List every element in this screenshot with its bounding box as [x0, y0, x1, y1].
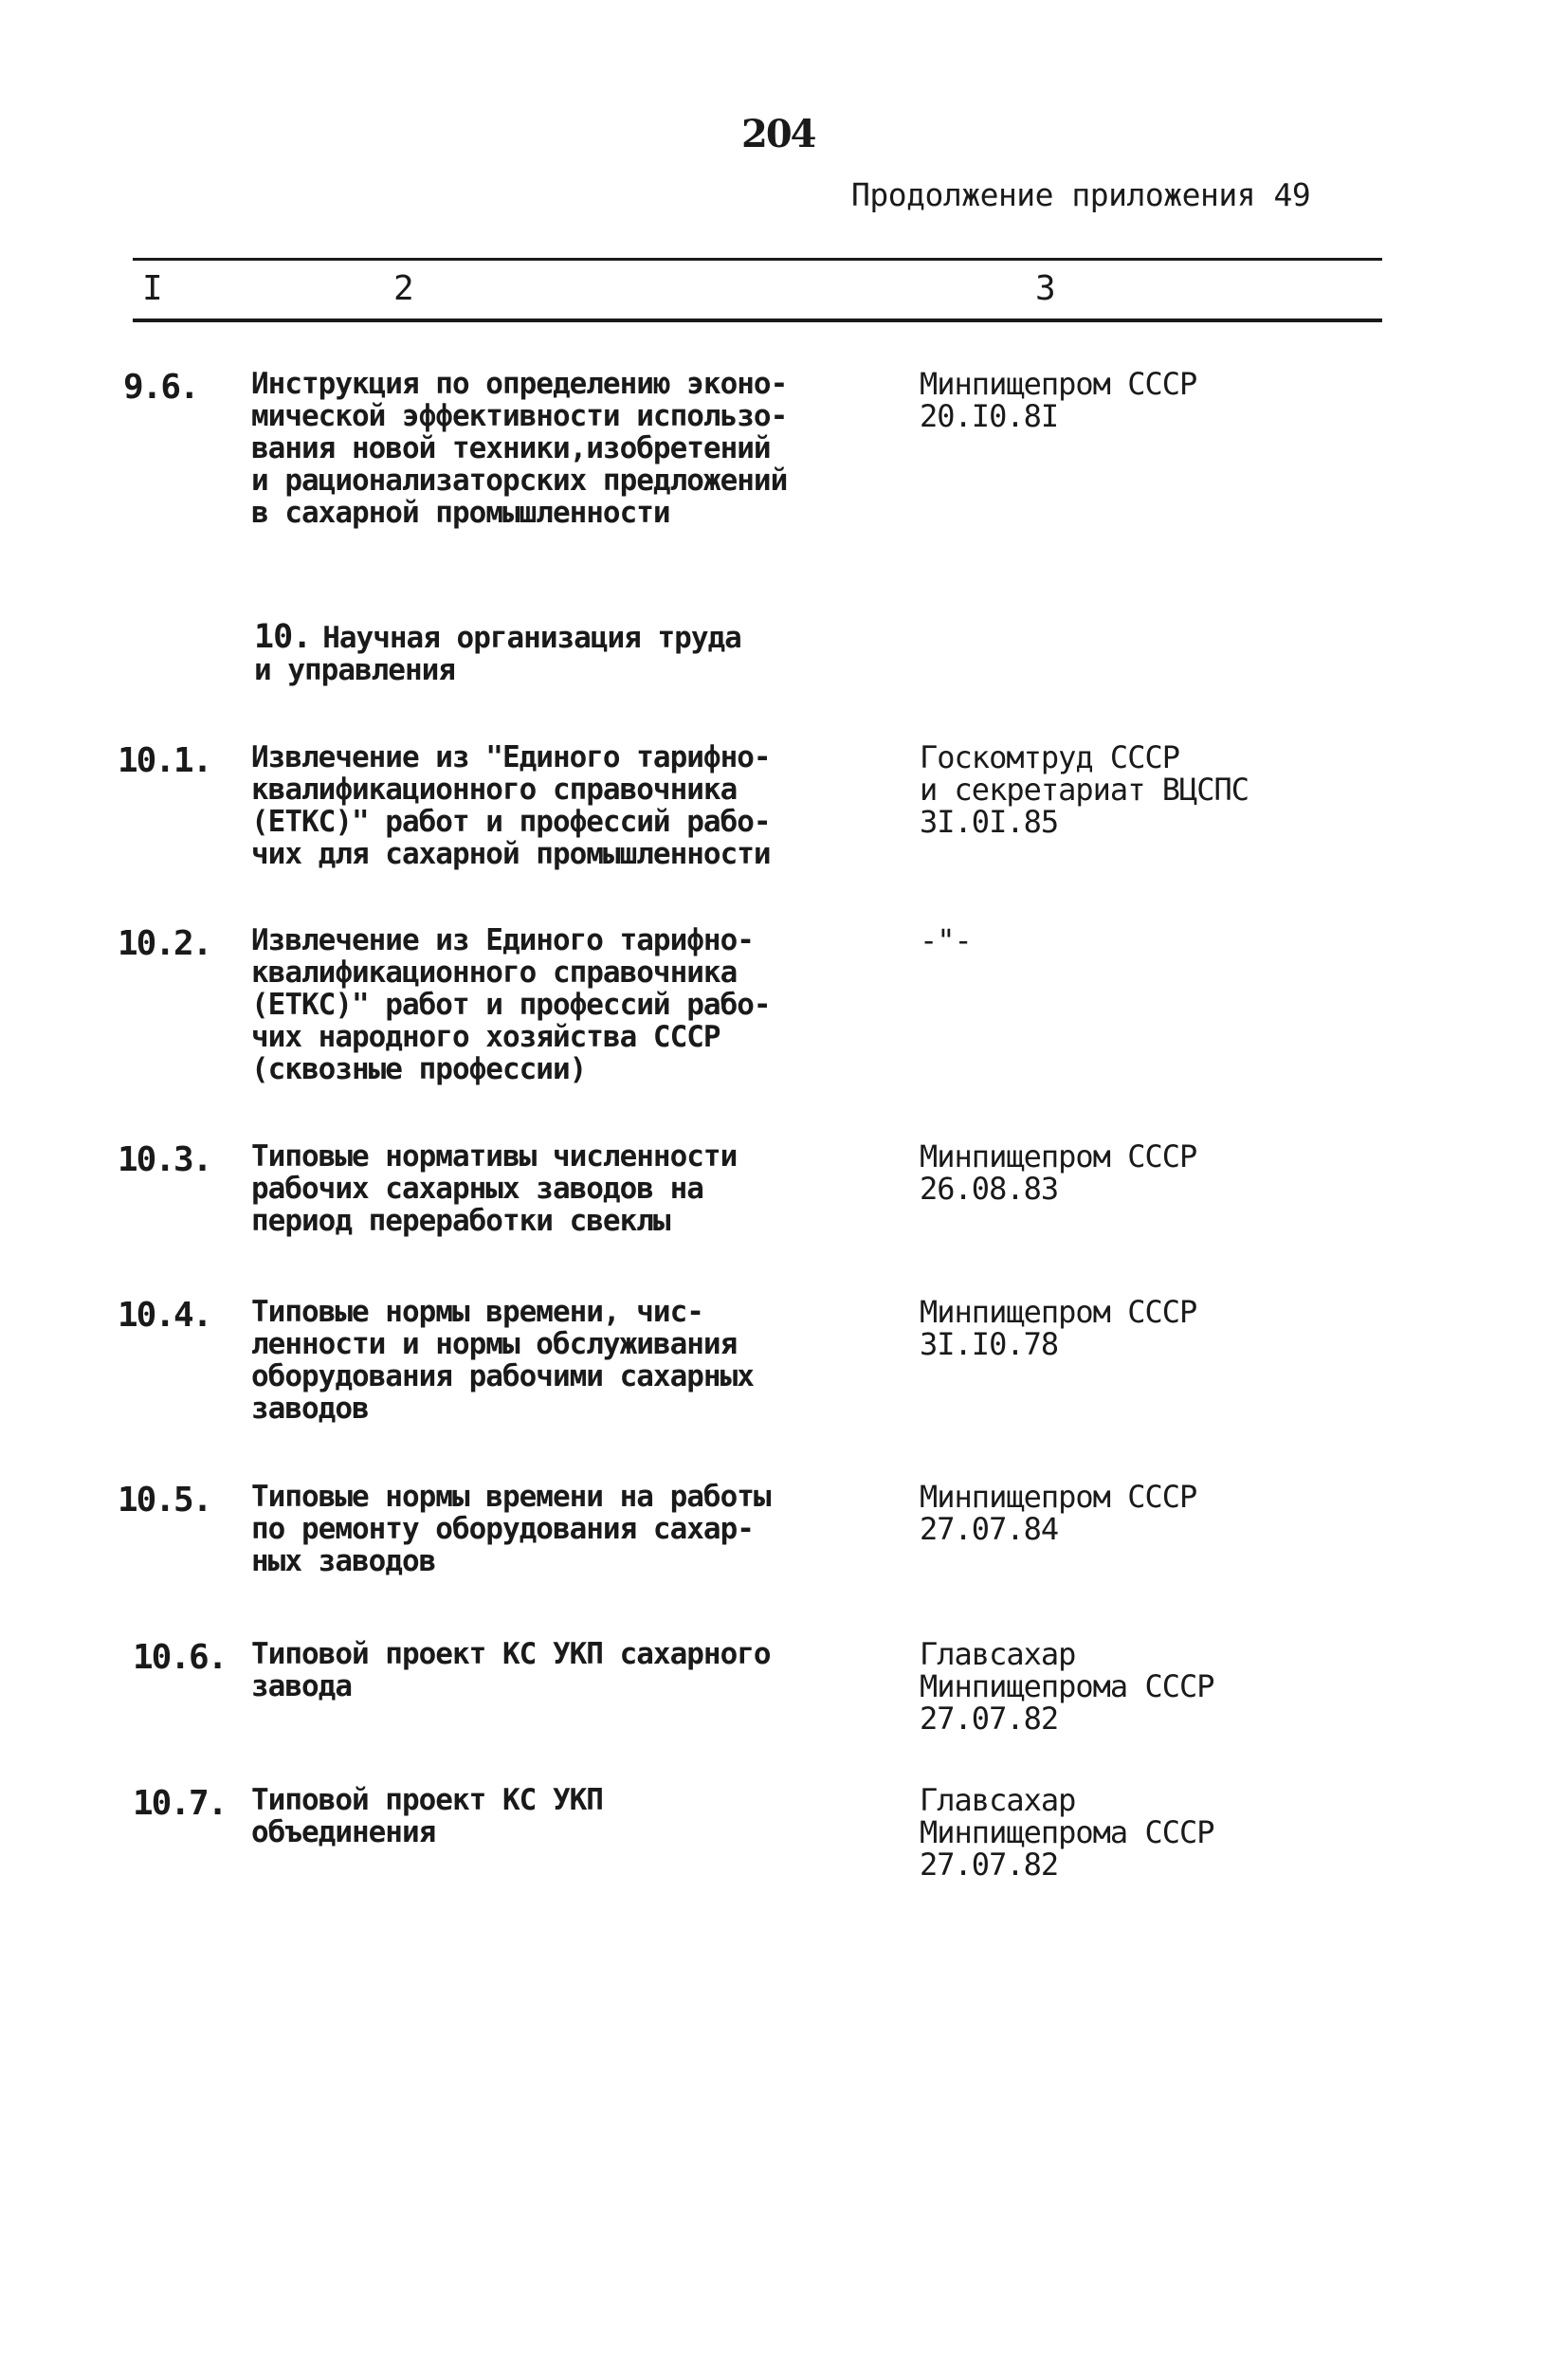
- entry-source: Минпищепром СССР 3I.I0.78: [920, 1294, 1197, 1362]
- table-top-rule: [133, 258, 1382, 261]
- entry-number: 10.2.: [118, 924, 211, 963]
- section-heading: [254, 618, 861, 687]
- continuation-note: Продолжение приложения 49: [851, 176, 1311, 213]
- entry-number: 9.6.: [123, 368, 198, 407]
- page-number: 204: [741, 112, 815, 156]
- entry-source: Минпищепром СССР 26.08.83: [920, 1138, 1197, 1207]
- entry-number: 10.3.: [118, 1140, 211, 1179]
- entry-description: Типовые нормативы численности рабочих сахарных заводов на период переработки свеклы: [251, 1139, 738, 1238]
- entry-source: Минпищепром СССР 27.07.84: [920, 1479, 1197, 1547]
- entry-description: Типовой проект КС УКП объединения: [251, 1783, 603, 1849]
- entry-description: Типовой проект КС УКП сахарного завода: [251, 1637, 771, 1703]
- entry-description: Типовые нормы времени, чис- ленности и нормы обслуживания оборудования рабочими сахарных заводов: [251, 1295, 754, 1426]
- entry-description: Извлечение из Единого тарифно- квалификационного справочника (ЕТКС)" работ и профессий рабо- чих народного хозяйства СССР (сквозные профессии): [251, 923, 771, 1086]
- section-number: 10.: [254, 618, 312, 656]
- entry-number: 10.6.: [133, 1638, 227, 1677]
- entry-source: Минпищепром СССР 20.I0.8I: [920, 366, 1197, 434]
- entry-description: Извлечение из "Единого тарифно- квалификационного справочника (ЕТКС)" работ и профессий рабо- чих для сахарной промышленности: [251, 740, 771, 871]
- entry-source: Госкомтруд СССР и секретариат ВЦСПС 3I.0I.85: [920, 739, 1249, 840]
- entry-number: 10.5.: [118, 1481, 211, 1520]
- column-header-1: I: [142, 269, 163, 308]
- section-title: Научная организация труда и управления: [254, 621, 741, 687]
- column-header-3: 3: [1035, 269, 1056, 308]
- entry-description: Инструкция по определению эконо- мической эффективности использо- вания новой техники,изобретений и рационализаторских предложений в сахарной промышленности: [251, 367, 788, 530]
- entry-number: 10.1.: [118, 741, 211, 780]
- column-header-2: 2: [393, 269, 414, 308]
- entry-source: -"-: [920, 922, 972, 958]
- table-header-rule: [133, 318, 1382, 322]
- entry-description: Типовые нормы времени на работы по ремонту оборудования сахар- ных заводов: [251, 1480, 771, 1578]
- entry-number: 10.4.: [118, 1296, 211, 1335]
- entry-number: 10.7.: [133, 1784, 227, 1823]
- entry-source: Главсахар Минпищепрома СССР 27.07.82: [920, 1782, 1214, 1883]
- entry-source: Главсахар Минпищепрома СССР 27.07.82: [920, 1636, 1214, 1737]
